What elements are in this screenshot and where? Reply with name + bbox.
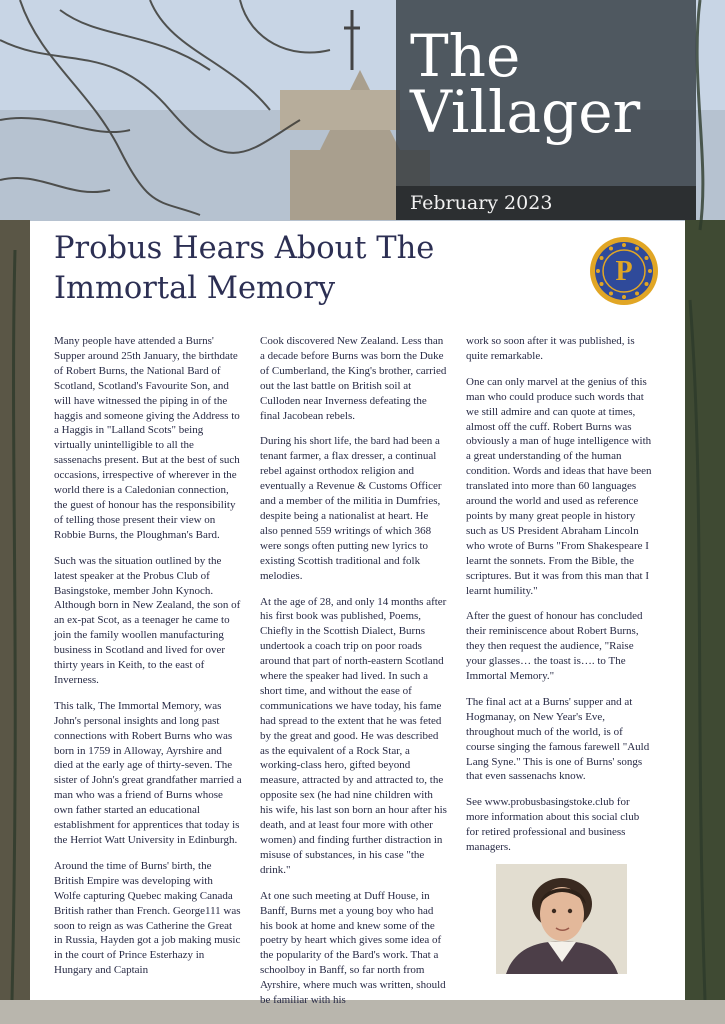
paragraph: During his short life, the bard had been a tenant farmer, a flax dresser, a continual rebel against orthodox religion and eventually a Revenue & Customs Officer and a member of the militia in Dumfries, despite being a nationalist at heart. He also penned 559 writings of which 368 were songs often putting new lyrics to existing Scottish traditional and folk melodies. [260, 435, 442, 582]
paragraph: At the age of 28, and only 14 months after his first book was published, Poems, Chiefly in the Scottish Dialect, Burns undertook a coach trip on poor roads around that part of north-eastern Scotland where the speaker had lived. In such a short time, and without the ease of communications we have today, his fame had spread to the extent that he was feted by the great and good. He was described as the equivalent of a Rock Star, a working-class hero, gifted beyond measure, attracted by and attracted to, the opposite sex (he had nine children with his wife, his last son born an hour after his death, and at least four more with other women) and finding further distraction in misuse of substances, in his case "the drink." [260, 595, 447, 876]
paragraph: See www.probusbasingstoke.club for more information about this social club for retired professional and business managers. [466, 796, 640, 854]
article-headline: Probus Hears About The Immortal Memory [54, 231, 435, 306]
paragraph: Around the time of Burns' birth, the British Empire was developing with Wolfe capturing Quebec making Canada British rather than French. George111 was soon to reign as was Catherine the Great in Russia, Hayden got a job making music in the court of Prince Esterhazy in Hungary and Captain [54, 859, 241, 977]
article-column-2 [260, 334, 448, 1019]
article-column-3 [466, 334, 654, 866]
robert-burns-portrait [496, 864, 627, 974]
paragraph: The final act at a Burns' supper and at Hogmanay, on New Year's Eve, throughout much of the world, is of course singing the famous farewell "Auld Lang Syne." This is one of Burns' songs that even sassenachs know. [466, 695, 650, 783]
paragraph: work so soon after it was published, is quite remarkable. [466, 335, 635, 362]
paragraph: Cook discovered New Zealand. Less than a decade before Burns was born the Duke of Cumberland, the King's brother, carried out the last battle on British soil at Culloden near Inverness defeating the final Jacobean rebels. [260, 335, 447, 422]
paragraph: This talk, The Immortal Memory, was John's personal insights and long past connections with Robert Burns who was born in 1759 in Alloway, Ayrshire and died at the early age of thirty-seven. The sister of John's great grandfather married a man who was a friend of Burns whose own father started an educational establishment for apprentices that today is the Herriot Watt University in Edinburgh. [54, 699, 242, 846]
title-line-2: Villager [410, 78, 641, 146]
paragraph: Such was the situation outlined by the latest speaker at the Probus Club of Basingstoke, member John Kynoch. Although born in New Zealand, the son of an ex-pat Scot, as a teenager he came to join the family woollen manufacturing business in Scotland and lived for over thirty years in Keith, to the east of Inverness. [54, 554, 241, 686]
logo-letter: P [615, 256, 633, 287]
paragraph: At one such meeting at Duff House, in Banff, Burns met a young boy who had his book at home and knew some of the poetry by heart which gives some idea of the popularity of the Bard's work. That a schoolboy in Banff, so far north from Ayrshire, where much was written, should be familiar with his [260, 889, 446, 1007]
issue-date-band [396, 186, 696, 220]
issue-date: February 2023 [410, 192, 553, 214]
probus-logo-icon [589, 236, 659, 306]
paragraph: One can only marvel at the genius of this man who could produce such words that we still admire and can quote at times, almost off the cuff. Robert Burns was obviously a man of huge intelligence with a great understanding of the human condition. Words and ideas that have been translated into more than 60 languages around the world and used as reference points by many great people in history such as US President Abraham Lincoln who wrote of Burns "From Shakespeare I learnt the sonnets. From the Bible, the scriptures. But it was from this man that I learnt humility." [466, 375, 652, 597]
paragraph: After the guest of honour has concluded their reminiscence about Robert Burns, they then request the audience, "Raise your glasses… the toast is…. to The Immortal Memory." [466, 610, 643, 683]
title-line-1: The [410, 22, 521, 90]
article-column-1 [54, 334, 242, 989]
article-page [30, 221, 685, 1007]
newsletter-title [410, 22, 641, 146]
paragraph: Many people have attended a Burns' Supper around 25th January, the birthdate of Robert Burns, the National Bard of Scotland, Scotland's Favourite Son, and will have witnessed the piping in of the haggis and someone giving the Address to a Haggis in "Lalland Scots" being virtually unintelligible to all the sassenachs present. But at the best of such occasions, irrespective of wherever in the world there is a Caledonian connection, the guest of honour has the responsibility of telling those present their view on Robbie Burns, the Ploughman's Bard. [54, 335, 240, 541]
